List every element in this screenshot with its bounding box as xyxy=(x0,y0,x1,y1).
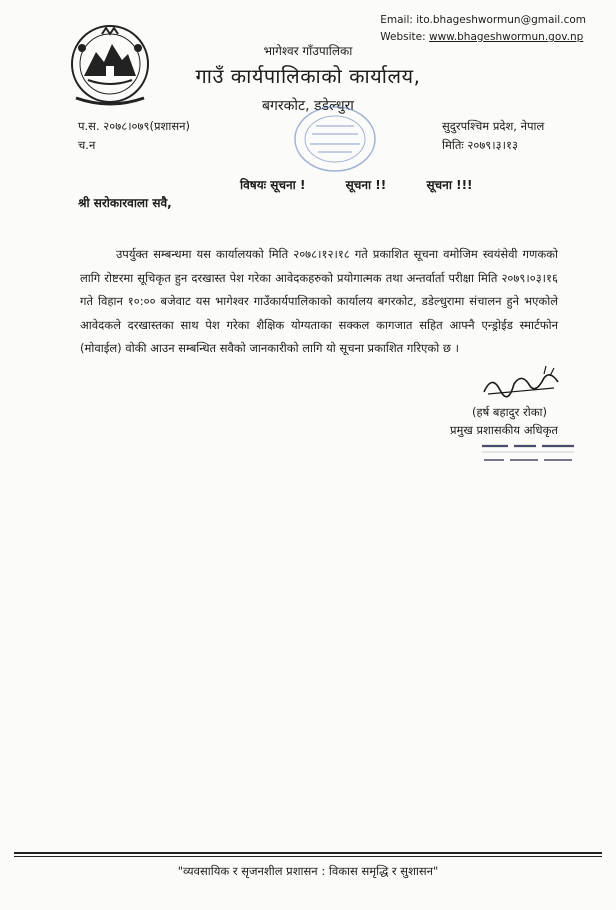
letter-date: मितिः २०७९।३।१३ xyxy=(442,138,518,152)
office-address: बगरकोट, डडेल्धुरा xyxy=(262,98,354,114)
province-country: सुदुरपश्चिम प्रदेश, नेपाल xyxy=(442,119,545,133)
signer-title: प्रमुख प्रशासकीय अधिकृत xyxy=(450,423,558,437)
notice-body: उपर्युक्त सम्बन्धमा यस कार्यालयको मिति २०७८।१२।१८ गते प्रकाशित सूचना वमोजिम स्वयंसेवी गणकको लागि रोष्टरमा सूचिकृत हुन दरखास्त पेश गरेका आवेदकहरुको प्रयोगात्मक तथा अन्तर्वार्ता परीक्षा मिति २०७९।०३।१६ गते विहान १०:०० बजेवाट यस भागेश्वर गाउँकार्यपालिकाको कार्यालय बगरकोट, डडेल्धुरामा संचालन हुने भएकोले आवेदकले दरखास्तका साथ पेश गरेका शैक्षिक योग्यताका सक्कल कागजात सहित आफ्नै एन्ड्रोईड स्मार्टफोन (मोवाईल) वोकी आउन सम्बन्धित सवैको जानकारीको लागि यो सूचना प्रकाशित गरिएको छ । xyxy=(80,247,558,355)
name-seal-icon xyxy=(478,438,578,470)
footer-divider-thin xyxy=(14,856,602,857)
dispatch-number: च.न xyxy=(78,138,96,152)
municipality-name: भागेश्वर गाँउपालिका xyxy=(263,44,353,58)
subject-repeat-1: सूचना !! xyxy=(345,178,387,192)
subject-repeat-2: सूचना !!! xyxy=(426,178,473,192)
office-title: गाउँ कार्यपालिकाको कार्यालय, xyxy=(195,64,421,88)
footer-motto: "व्यवसायिक र सृजनशील प्रशासन : विकास समृद्धि र सुशासन" xyxy=(177,864,439,878)
email-label: Email: xyxy=(380,14,413,26)
subject-label: विषयः सूचना ! xyxy=(240,178,306,192)
website-link[interactable]: www.bhageshwormun.gov.np xyxy=(429,31,584,43)
signer-name: (हर्ष बहादुर रोका) xyxy=(472,405,547,419)
office-stamp-icon xyxy=(292,104,378,174)
reference-number: प.स. २०७८।०७९(प्रशासन) xyxy=(78,119,190,133)
email-address[interactable]: ito.bhageshwormun@gmail.com xyxy=(416,14,586,26)
footer-divider xyxy=(14,852,602,854)
salutation: श्री सरोकारवाला सवै, xyxy=(78,196,172,210)
signature-icon xyxy=(474,364,566,404)
website-label: Website: xyxy=(380,31,426,43)
contact-info xyxy=(380,12,586,46)
subject-line xyxy=(240,176,473,193)
email-line xyxy=(380,12,586,29)
